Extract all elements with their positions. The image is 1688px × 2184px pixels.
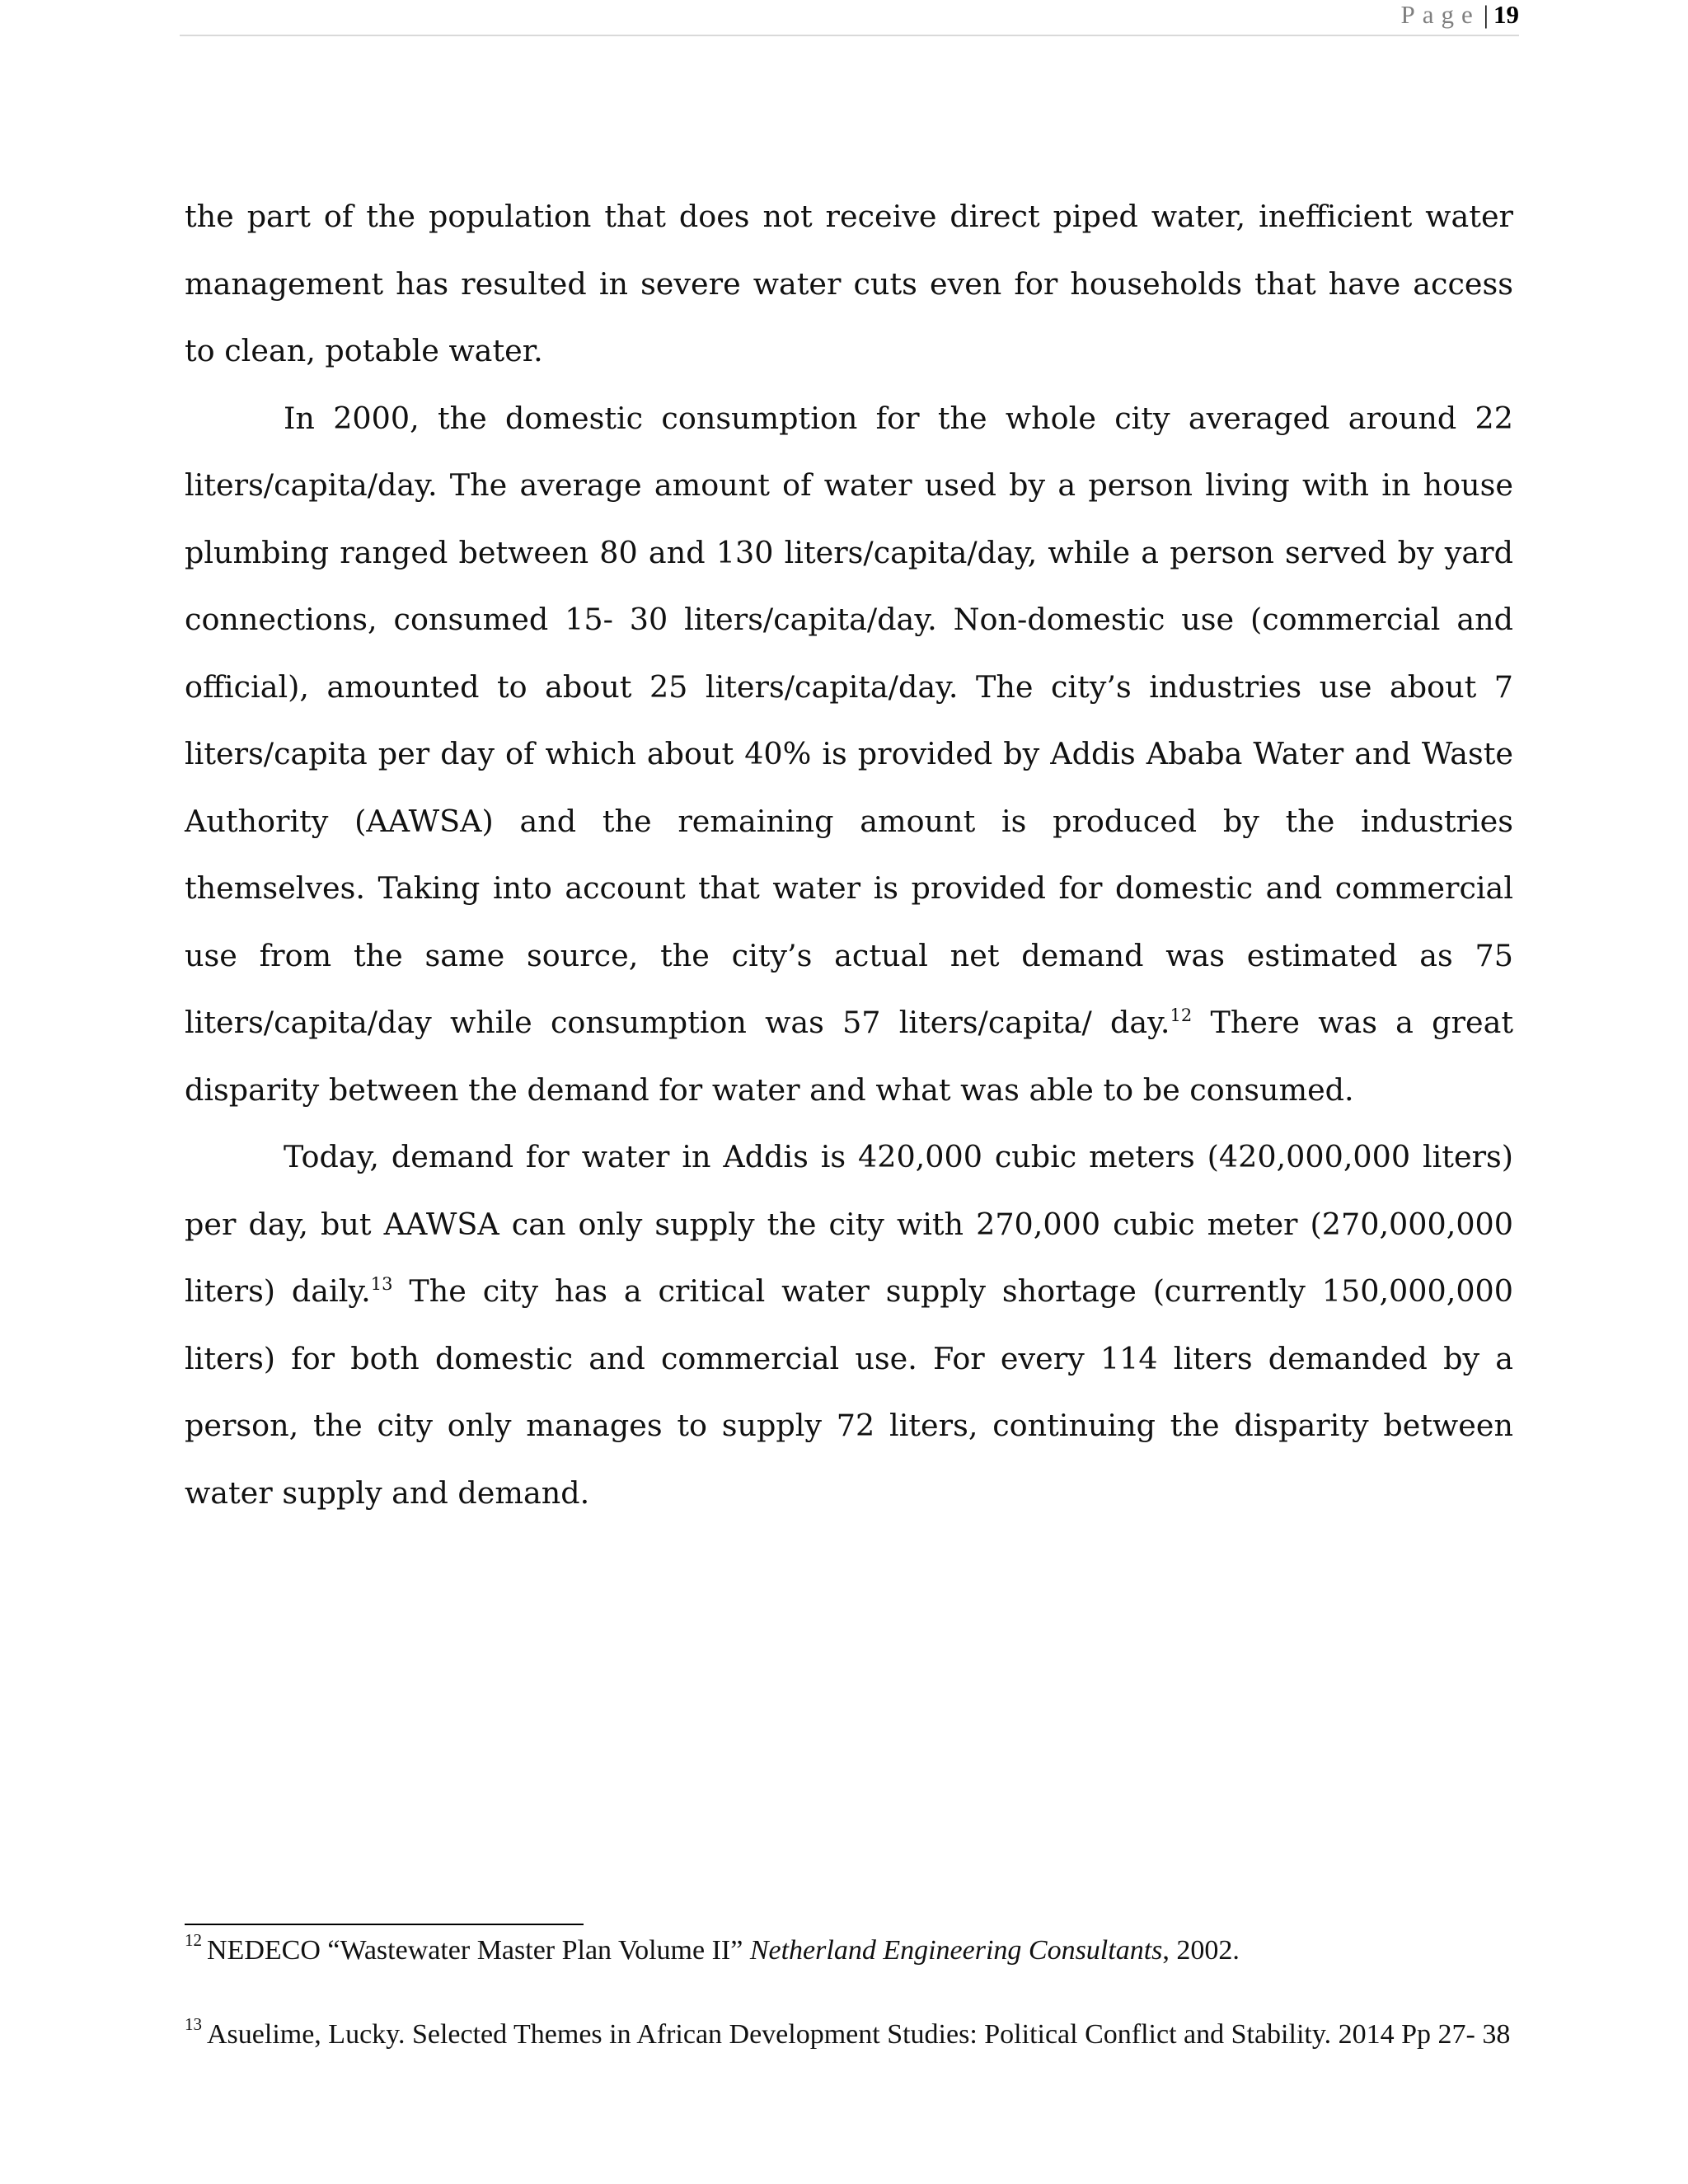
page-number: 19 (1493, 0, 1519, 29)
page-header (180, 0, 1519, 36)
footnote-number: 13 (185, 2014, 202, 2034)
footnote-ref-12[interactable]: 12 (1170, 1005, 1193, 1025)
paragraph-2-text: In 2000, the domestic consumption for the whole city averaged around 22 liters/capita/day. The average amount of water used by a person living with in house plumbing ranged between 80 and 130 liters/capita/day, while a person served by yard connections, consumed 15- 30 liters/capita/day. Non-domestic use (commercial and official), amounted to about 25 liters/capita/day. The city’s industries use about 7 liters/capita per day of which about 40% is provided by Addis Ababa Water and Waste Authority (AAWSA) and the remaining amount is produced by the industries themselves. Taking into account that water is provided for domestic and commercial use from the same source, the city’s actual net demand was estimated as 75 liters/capita/day while consumption was 57 liters/capita/ day. (185, 400, 1513, 1040)
footnote-text: NEDECO “Wastewater Master Plan Volume II” (207, 1935, 750, 1966)
footnote-13 (185, 2014, 1520, 2050)
paragraph-2 (185, 385, 1513, 1124)
paragraph-2-text-continued: There was a great disparity between the demand for water and what was able to be consumed. (185, 1005, 1514, 1108)
footnote-12 (185, 1930, 1520, 1966)
footnote-divider (185, 1924, 584, 1925)
paragraph-3 (185, 1123, 1513, 1526)
paragraph-1: the part of the population that does not receive direct piped water, inefficient water management has resulted in severe water cuts even for households that have access to clean, potable water. (185, 199, 1513, 368)
footnote-text-end: , 2002. (1162, 1935, 1240, 1966)
paragraph-3-text: Today, demand for water in Addis is 420,000 cubic meters (420,000,000 liters) per day, but AAWSA can only supply the city with 270,000 cubic meter (270,000,000 liters) daily. (185, 1139, 1513, 1309)
page-label: Page (1400, 0, 1480, 29)
body-text (185, 183, 1513, 1526)
footnote-text: Asuelime, Lucky. Selected Themes in African Development Studies: Political Conflict and Stability. 2014 Pp 27- 38 (207, 2019, 1511, 2050)
footnote-ref-13[interactable]: 13 (370, 1274, 393, 1294)
footnote-number: 12 (185, 1930, 202, 1950)
page-separator: | (1483, 0, 1489, 29)
paragraph-3-text-continued: The city has a critical water supply shortage (currently 150,000,000 liters) for both domestic and commercial use. For every 114 liters demanded by a person, the city only manages to supply 72 liters, continuing the disparity between water supply and demand. (185, 1273, 1513, 1511)
footnote-italic-text: Netherland Engineering Consultants (749, 1935, 1163, 1966)
